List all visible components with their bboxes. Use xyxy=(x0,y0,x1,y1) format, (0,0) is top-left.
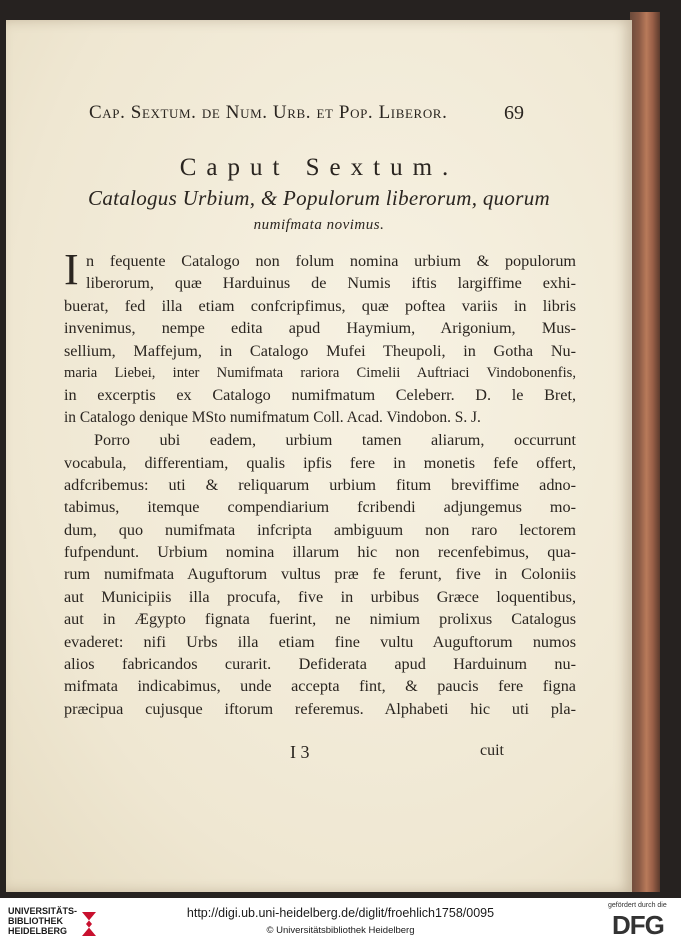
running-header xyxy=(6,102,632,132)
text-line: evaderet: nifi Urbs illa etiam fine vultu Auguftorum numos xyxy=(64,632,576,651)
dfg-logo[interactable]: DFG xyxy=(612,910,664,940)
signature-mark: I 3 xyxy=(290,742,310,762)
text-line: liberorum, quæ Harduinus de Numis iftis largiffime exhi- xyxy=(86,274,576,293)
text-line: aut in Ægypto fignata fuerint, ne nimium prolixus Catalogus xyxy=(64,610,576,629)
text-line: Porro ubi eadem, urbium tamen aliarum, occurrunt xyxy=(94,431,576,450)
library-name: UNIVERSITÄTS- BIBLIOTHEK HEIDELBERG xyxy=(8,906,78,936)
drop-cap: I xyxy=(64,245,79,294)
copyright-notice: © Universitätsbibliothek Heidelberg xyxy=(266,925,415,936)
text-line: præcipua cujusque iftorum referemus. Alphabeti hic uti pla- xyxy=(64,699,576,718)
chapter-subtitle-line-1: Catalogus Urbium, & Populorum liberorum, quorum xyxy=(88,186,550,210)
text-line: dum, quo numifmata infcripta ambiguum non raro lectorem xyxy=(64,520,576,539)
viewer-footer xyxy=(0,898,681,946)
text-line: invenimus, nempe edita apud Haymium, Arigonium, Mus- xyxy=(64,319,576,338)
chapter-title: Caput Sextum. xyxy=(179,154,459,181)
book-edge xyxy=(630,12,660,892)
page-url-link[interactable]: http://digi.ub.uni-heidelberg.de/diglit/froehlich1758/0095 xyxy=(186,906,495,920)
text-line: rum numifmata Auguftorum vultus præ fe ferunt, five in Coloniis xyxy=(64,565,576,584)
text-line: in Catalogo denique MSto numifmatum Coll. Acad. Vindobon. S. J. xyxy=(64,408,481,426)
text-line: maria Liebei, inter Numifmata rariora Cimelii Auftriaci Vindobonenfis, xyxy=(64,364,576,381)
text-line: buerat, fed illa etiam confcripfimus, quæ poftea variis in libris xyxy=(64,296,576,315)
book-page xyxy=(6,20,632,892)
page-footer xyxy=(6,742,632,766)
text-line: alios fabricandos curarit. Defiderata apud Harduinum nu- xyxy=(64,655,576,674)
catchword: cuit xyxy=(480,742,504,759)
text-line: vocabula, differentiam, qualis ipfis fere in monetis fefe offert, xyxy=(64,453,576,472)
text-line: n fequente Catalogo non folum nomina urbium & populorum xyxy=(86,252,576,270)
text-line: sellium, Maffejum, in Catalogo Mufei Theupoli, in Gotha Nu- xyxy=(64,341,576,360)
text-line: tabimus, itemque compendiarium fcribendi adjungemus mo- xyxy=(64,498,576,517)
text-line: mifmata indicabimus, unde accepta fint, & paucis fere figna xyxy=(64,677,576,696)
text-line: aut Municipiis illa procufa, five in urbibus Græce loquentibus, xyxy=(64,587,576,606)
text-line: in excerptis ex Catalogo numifmatum Celeberr. D. le Bret, xyxy=(64,386,576,405)
body-text xyxy=(64,245,576,720)
page-number: 69 xyxy=(504,102,524,124)
running-header-title: Cap. Sextum. de Num. Urb. et Pop. Liberor. xyxy=(89,102,448,123)
chapter-subtitle-line-2: numifmata novimus. xyxy=(253,217,385,233)
dfg-caption: gefördert durch die xyxy=(608,902,667,909)
text-line: fufpendunt. Urbium nomina illarum hic non recenfebimus, qua- xyxy=(64,543,576,562)
text-line: adfcribemus: uti & reliquarum urbium fitum breviffime adno- xyxy=(64,475,576,494)
